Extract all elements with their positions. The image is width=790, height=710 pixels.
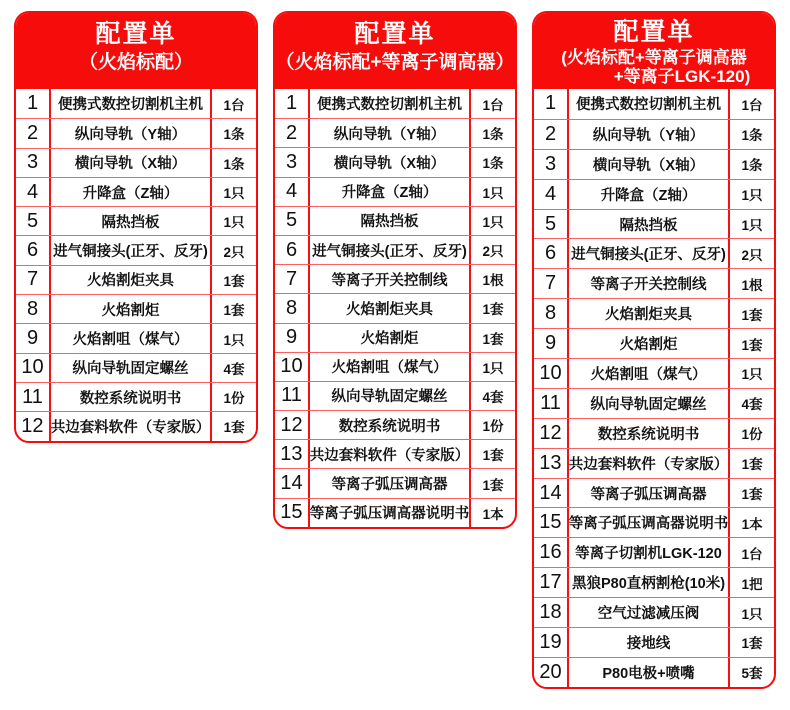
table-row [534, 597, 774, 627]
item-quantity: 1条 [223, 127, 245, 143]
table-row [16, 382, 256, 411]
row-number: 4 [534, 180, 569, 209]
row-number: 1 [16, 89, 51, 118]
table-row [275, 381, 515, 410]
item-quantity: 1套 [741, 337, 763, 353]
item-name: 数控系统说明书 [569, 419, 730, 448]
item-name: 横向导轨（X轴） [310, 148, 471, 176]
table-header [275, 13, 515, 89]
row-number: 3 [275, 148, 310, 176]
item-quantity: 1只 [482, 360, 504, 376]
table-row [16, 118, 256, 147]
item-quantity: 1条 [482, 156, 504, 172]
item-quantity: 1本 [482, 506, 504, 522]
row-number: 1 [534, 89, 569, 119]
item-name: 等离子弧压调高器说明书 [569, 508, 731, 537]
table-row [16, 206, 256, 235]
item-quantity: 1只 [741, 606, 763, 622]
row-number: 13 [534, 449, 569, 478]
table-rows [16, 89, 256, 441]
item-quantity: 1条 [223, 156, 245, 172]
item-quantity: 1份 [223, 391, 245, 407]
table-row [534, 627, 774, 657]
item-quantity: 2只 [223, 244, 245, 260]
table-row [16, 323, 256, 352]
item-quantity: 4套 [482, 389, 504, 405]
row-number: 5 [275, 207, 310, 235]
item-name: 火焰割炬夹具 [569, 299, 730, 328]
item-name: 升降盒（Z轴） [569, 180, 730, 209]
item-quantity: 1只 [741, 218, 763, 233]
item-quantity: 1只 [482, 214, 504, 230]
table-row [534, 209, 774, 239]
table-rows [534, 89, 774, 687]
row-number: 11 [16, 383, 51, 411]
item-name: 火焰割咀（煤气） [310, 353, 471, 381]
item-name: 纵向导轨固定螺丝 [310, 382, 471, 410]
row-number: 2 [16, 119, 51, 147]
item-name: 纵向导轨固定螺丝 [51, 354, 212, 382]
row-number: 8 [275, 294, 310, 322]
row-number: 9 [275, 324, 310, 352]
item-name: 黑狼P80直柄割枪(10米) [569, 568, 730, 597]
row-number: 14 [534, 479, 569, 508]
item-quantity: 1套 [223, 273, 245, 289]
table-row [534, 358, 774, 388]
table-row [534, 537, 774, 567]
row-number: 8 [534, 299, 569, 328]
item-name: 共边套料软件（专家版） [569, 449, 731, 478]
table-row [275, 235, 515, 264]
row-number: 7 [275, 265, 310, 293]
item-quantity: 1台 [482, 97, 504, 113]
row-number: 10 [275, 353, 310, 381]
row-number: 6 [534, 239, 569, 268]
item-name: 共边套料软件（专家版） [51, 412, 213, 440]
row-number: 9 [534, 329, 569, 358]
item-quantity: 1只 [482, 185, 504, 201]
item-name: 隔热挡板 [51, 207, 212, 235]
configuration-lists [14, 11, 776, 689]
table-row [534, 448, 774, 478]
item-quantity: 2只 [741, 247, 763, 263]
table-row [275, 264, 515, 293]
table-row [534, 179, 774, 209]
row-number: 2 [534, 120, 569, 149]
item-name: 隔热挡板 [310, 207, 471, 235]
config-table-flame-standard [14, 11, 258, 443]
table-title: 配置单 [354, 20, 436, 48]
table-row [16, 148, 256, 177]
row-number: 19 [534, 628, 569, 657]
row-number: 11 [534, 389, 569, 418]
item-name: 便携式数控切割机主机 [51, 89, 212, 118]
table-row [534, 657, 774, 687]
item-name: 纵向导轨（Y轴） [569, 120, 730, 149]
item-name: 等离子弧压调高器 [569, 479, 730, 508]
table-title: 配置单 [613, 18, 695, 46]
row-number: 13 [275, 440, 310, 468]
row-number: 12 [275, 411, 310, 439]
row-number: 12 [16, 412, 51, 440]
table-row [534, 268, 774, 298]
item-name: 纵向导轨固定螺丝 [569, 389, 730, 418]
item-name: 等离子弧压调高器 [310, 469, 471, 497]
item-name: 空气过滤减压阀 [569, 598, 730, 627]
item-name: 火焰割炬 [569, 329, 730, 358]
table-row [534, 478, 774, 508]
row-number: 4 [275, 178, 310, 206]
item-name: 火焰割咀（煤气） [569, 359, 730, 388]
row-number: 14 [275, 469, 310, 497]
item-quantity: 1台 [741, 97, 763, 113]
row-number: 6 [275, 236, 310, 264]
item-name: 等离子开关控制线 [310, 265, 471, 293]
row-number: 1 [275, 89, 310, 118]
item-name: 升降盒（Z轴） [310, 178, 471, 206]
row-number: 11 [275, 382, 310, 410]
table-row [534, 149, 774, 179]
item-quantity: 1套 [741, 307, 763, 323]
table-row [534, 328, 774, 358]
item-quantity: 1套 [482, 302, 504, 318]
item-name: 便携式数控切割机主机 [310, 89, 471, 118]
table-row [275, 439, 515, 468]
item-quantity: 1条 [482, 127, 504, 143]
row-number: 6 [16, 236, 51, 264]
table-row [534, 567, 774, 597]
item-quantity: 1套 [741, 636, 763, 652]
item-quantity: 1份 [741, 427, 763, 443]
item-quantity: 1份 [482, 419, 504, 435]
item-name: 火焰割炬 [51, 295, 212, 323]
item-quantity: 1把 [741, 576, 763, 592]
item-quantity: 1只 [741, 367, 763, 383]
row-number: 12 [534, 419, 569, 448]
item-name: 火焰割炬 [310, 324, 471, 352]
table-row [275, 177, 515, 206]
table-row [534, 507, 774, 537]
item-name: 便携式数控切割机主机 [569, 89, 730, 119]
item-name: 升降盒（Z轴） [51, 178, 212, 206]
item-name: 横向导轨（X轴） [569, 150, 730, 179]
item-quantity: 1只 [223, 332, 245, 348]
item-quantity: 1根 [741, 277, 763, 293]
item-quantity: 1套 [482, 448, 504, 464]
item-name: 纵向导轨（Y轴） [51, 119, 212, 147]
item-quantity: 1套 [482, 477, 504, 493]
row-number: 20 [534, 658, 569, 687]
row-number: 3 [534, 150, 569, 179]
item-name: 进气铜接头(正牙、反牙) [310, 236, 471, 264]
row-number: 10 [16, 354, 51, 382]
item-name: 火焰割炬夹具 [310, 294, 471, 322]
item-name: 火焰割咀（煤气） [51, 324, 212, 352]
table-subtitle-line2: +等离子LGK-120) [613, 67, 751, 86]
table-row [16, 294, 256, 323]
table-row [16, 265, 256, 294]
item-quantity: 1只 [223, 186, 245, 202]
item-quantity: 5套 [741, 666, 763, 682]
table-row [275, 293, 515, 322]
table-row [16, 89, 256, 118]
config-table-flame-plasma-hc [273, 11, 517, 529]
item-quantity: 1只 [223, 215, 245, 231]
table-row [275, 498, 515, 527]
table-row [275, 89, 515, 118]
item-name: 数控系统说明书 [310, 411, 471, 439]
table-header [16, 13, 256, 89]
row-number: 10 [534, 359, 569, 388]
config-table-flame-plasma-lgk120 [532, 11, 776, 689]
item-quantity: 1台 [223, 97, 245, 113]
item-quantity: 1只 [741, 188, 763, 204]
table-row [534, 418, 774, 448]
row-number: 2 [275, 119, 310, 147]
item-name: 接地线 [569, 628, 730, 657]
item-name: 隔热挡板 [569, 210, 730, 239]
table-row [275, 206, 515, 235]
table-row [16, 411, 256, 440]
item-name: 等离子切割机LGK-120 [569, 538, 730, 567]
table-row [534, 238, 774, 268]
item-quantity: 1套 [741, 487, 763, 503]
table-row [275, 147, 515, 176]
item-quantity: 1台 [741, 546, 763, 562]
item-quantity: 1本 [741, 516, 763, 532]
row-number: 7 [16, 266, 51, 294]
item-quantity: 4套 [223, 361, 245, 377]
table-row [534, 298, 774, 328]
table-row [275, 468, 515, 497]
row-number: 18 [534, 598, 569, 627]
table-row [275, 410, 515, 439]
item-quantity: 1套 [223, 420, 245, 436]
row-number: 3 [16, 149, 51, 177]
item-name: 纵向导轨（Y轴） [310, 119, 471, 147]
item-quantity: 1条 [741, 128, 763, 144]
row-number: 5 [16, 207, 51, 235]
table-row [534, 89, 774, 119]
row-number: 5 [534, 210, 569, 239]
item-name: 等离子弧压调高器说明书 [310, 499, 472, 527]
item-name: P80电极+喷嘴 [569, 658, 730, 687]
table-subtitle: （火焰标配） [78, 52, 193, 73]
item-name: 火焰割炬夹具 [51, 266, 212, 294]
table-row [275, 352, 515, 381]
row-number: 8 [16, 295, 51, 323]
item-quantity: 1根 [482, 273, 504, 289]
row-number: 17 [534, 568, 569, 597]
row-number: 15 [534, 508, 569, 537]
item-quantity: 4套 [741, 397, 763, 413]
item-name: 进气铜接头(正牙、反牙) [569, 239, 730, 268]
table-row [534, 388, 774, 418]
row-number: 16 [534, 538, 569, 567]
item-quantity: 1套 [482, 331, 504, 347]
item-name: 数控系统说明书 [51, 383, 212, 411]
item-quantity: 1套 [223, 303, 245, 319]
table-row [275, 323, 515, 352]
table-row [16, 235, 256, 264]
item-name: 等离子开关控制线 [569, 269, 730, 298]
item-name: 共边套料软件（专家版） [310, 440, 472, 468]
table-row [275, 118, 515, 147]
table-title: 配置单 [95, 20, 177, 48]
row-number: 9 [16, 324, 51, 352]
item-quantity: 2只 [482, 244, 504, 260]
table-rows [275, 89, 515, 527]
table-row [534, 119, 774, 149]
table-subtitle: (火焰标配+等离子调高器 [561, 48, 747, 67]
row-number: 4 [16, 178, 51, 206]
item-quantity: 1条 [741, 158, 763, 174]
item-name: 横向导轨（X轴） [51, 149, 212, 177]
row-number: 7 [534, 269, 569, 298]
table-subtitle: （火焰标配+等离子调高器） [275, 52, 515, 73]
item-name: 进气铜接头(正牙、反牙) [51, 236, 212, 264]
item-quantity: 1套 [741, 457, 763, 473]
table-header [534, 13, 774, 89]
table-row [16, 353, 256, 382]
table-row [16, 177, 256, 206]
row-number: 15 [275, 499, 310, 527]
